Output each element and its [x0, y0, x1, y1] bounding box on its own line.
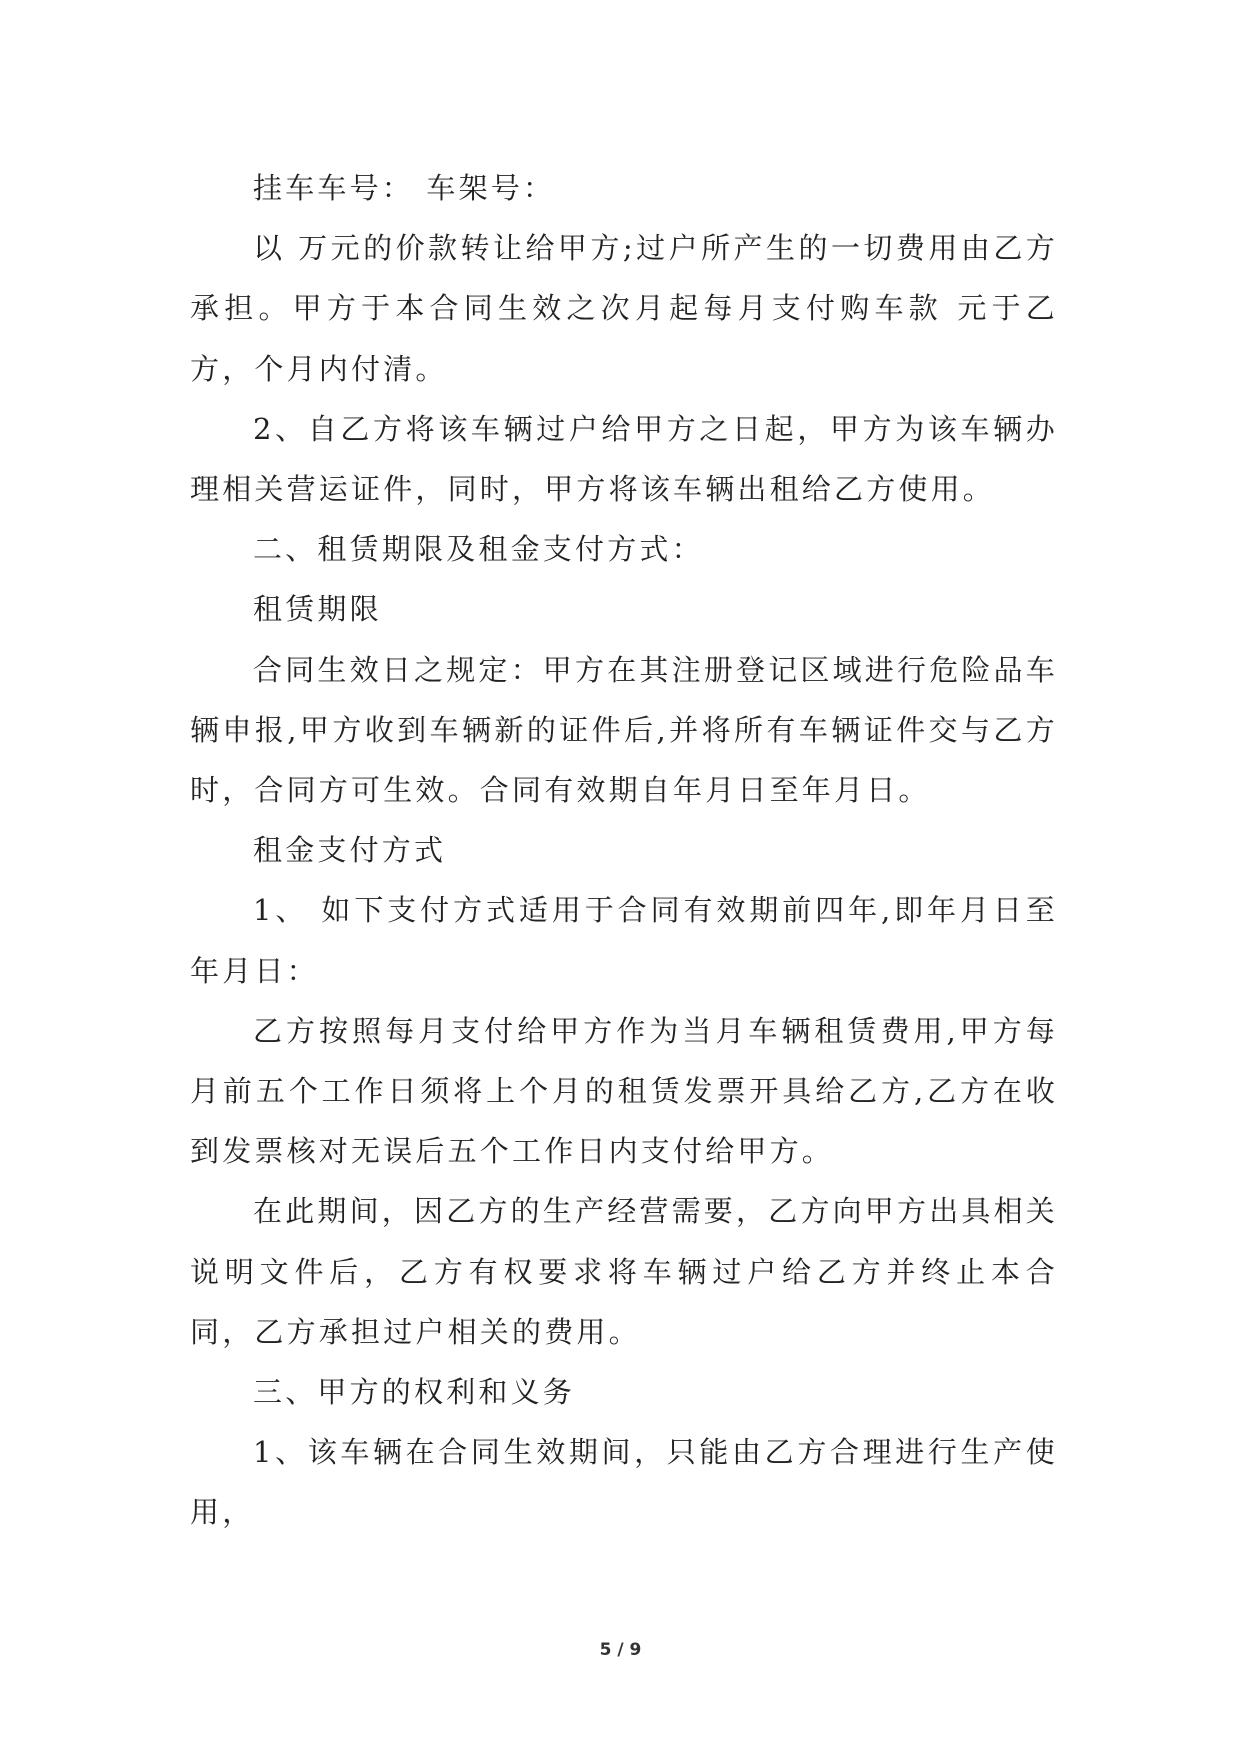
page-number: 5 / 9	[599, 1640, 642, 1660]
section-heading-party-a-rights: 三、甲方的权利和义务	[253, 1375, 576, 1410]
paragraph-trailer-number: 挂车车号： 车架号：	[253, 171, 556, 205]
paragraph-transfer-right: 在此期间，因乙方的生产经营需要，乙方向甲方出具相关说明文件后，乙方有权要求将车辆过户给乙方并终止本合同，乙方承担过户相关的费用。	[190, 1194, 1059, 1349]
paragraph-party-a-clause-1: 1、该车辆在合同生效期间，只能由乙方合理进行生产使用，	[190, 1435, 1058, 1530]
document-body	[190, 158, 1058, 1543]
paragraph-payment-clause-1: 1、 如下支付方式适用于合同有效期前四年,即年月日至年月日：	[190, 893, 1058, 988]
section-heading-lease-term-payment: 二、租赁期限及租金支付方式：	[253, 532, 704, 567]
subheading-lease-term: 租赁期限	[253, 592, 382, 627]
paragraph-transfer-price: 以 万元的价款转让给甲方;过户所产生的一切费用由乙方承担。甲方于本合同生效之次月起每月支付购车款 元于乙方，个月内付清。	[190, 231, 1058, 386]
paragraph-clause-2: 2、自乙方将该车辆过户给甲方之日起，甲方为该车辆办理相关营运证件，同时，甲方将该车辆出租给乙方使用。	[190, 411, 1058, 507]
paragraph-effective-date: 合同生效日之规定：甲方在其注册登记区域进行危险品车辆申报,甲方收到车辆新的证件后,并将所有车辆证件交与乙方时，合同方可生效。合同有效期自年月日至年月日。	[190, 652, 1059, 808]
paragraph-monthly-payment: 乙方按照每月支付给甲方作为当月车辆租赁费用,甲方每月前五个工作日须将上个月的租赁发票开具给乙方,乙方在收到发票核对无误后五个工作日内支付给甲方。	[190, 1013, 1058, 1169]
subheading-payment-method: 租金支付方式	[253, 833, 447, 868]
